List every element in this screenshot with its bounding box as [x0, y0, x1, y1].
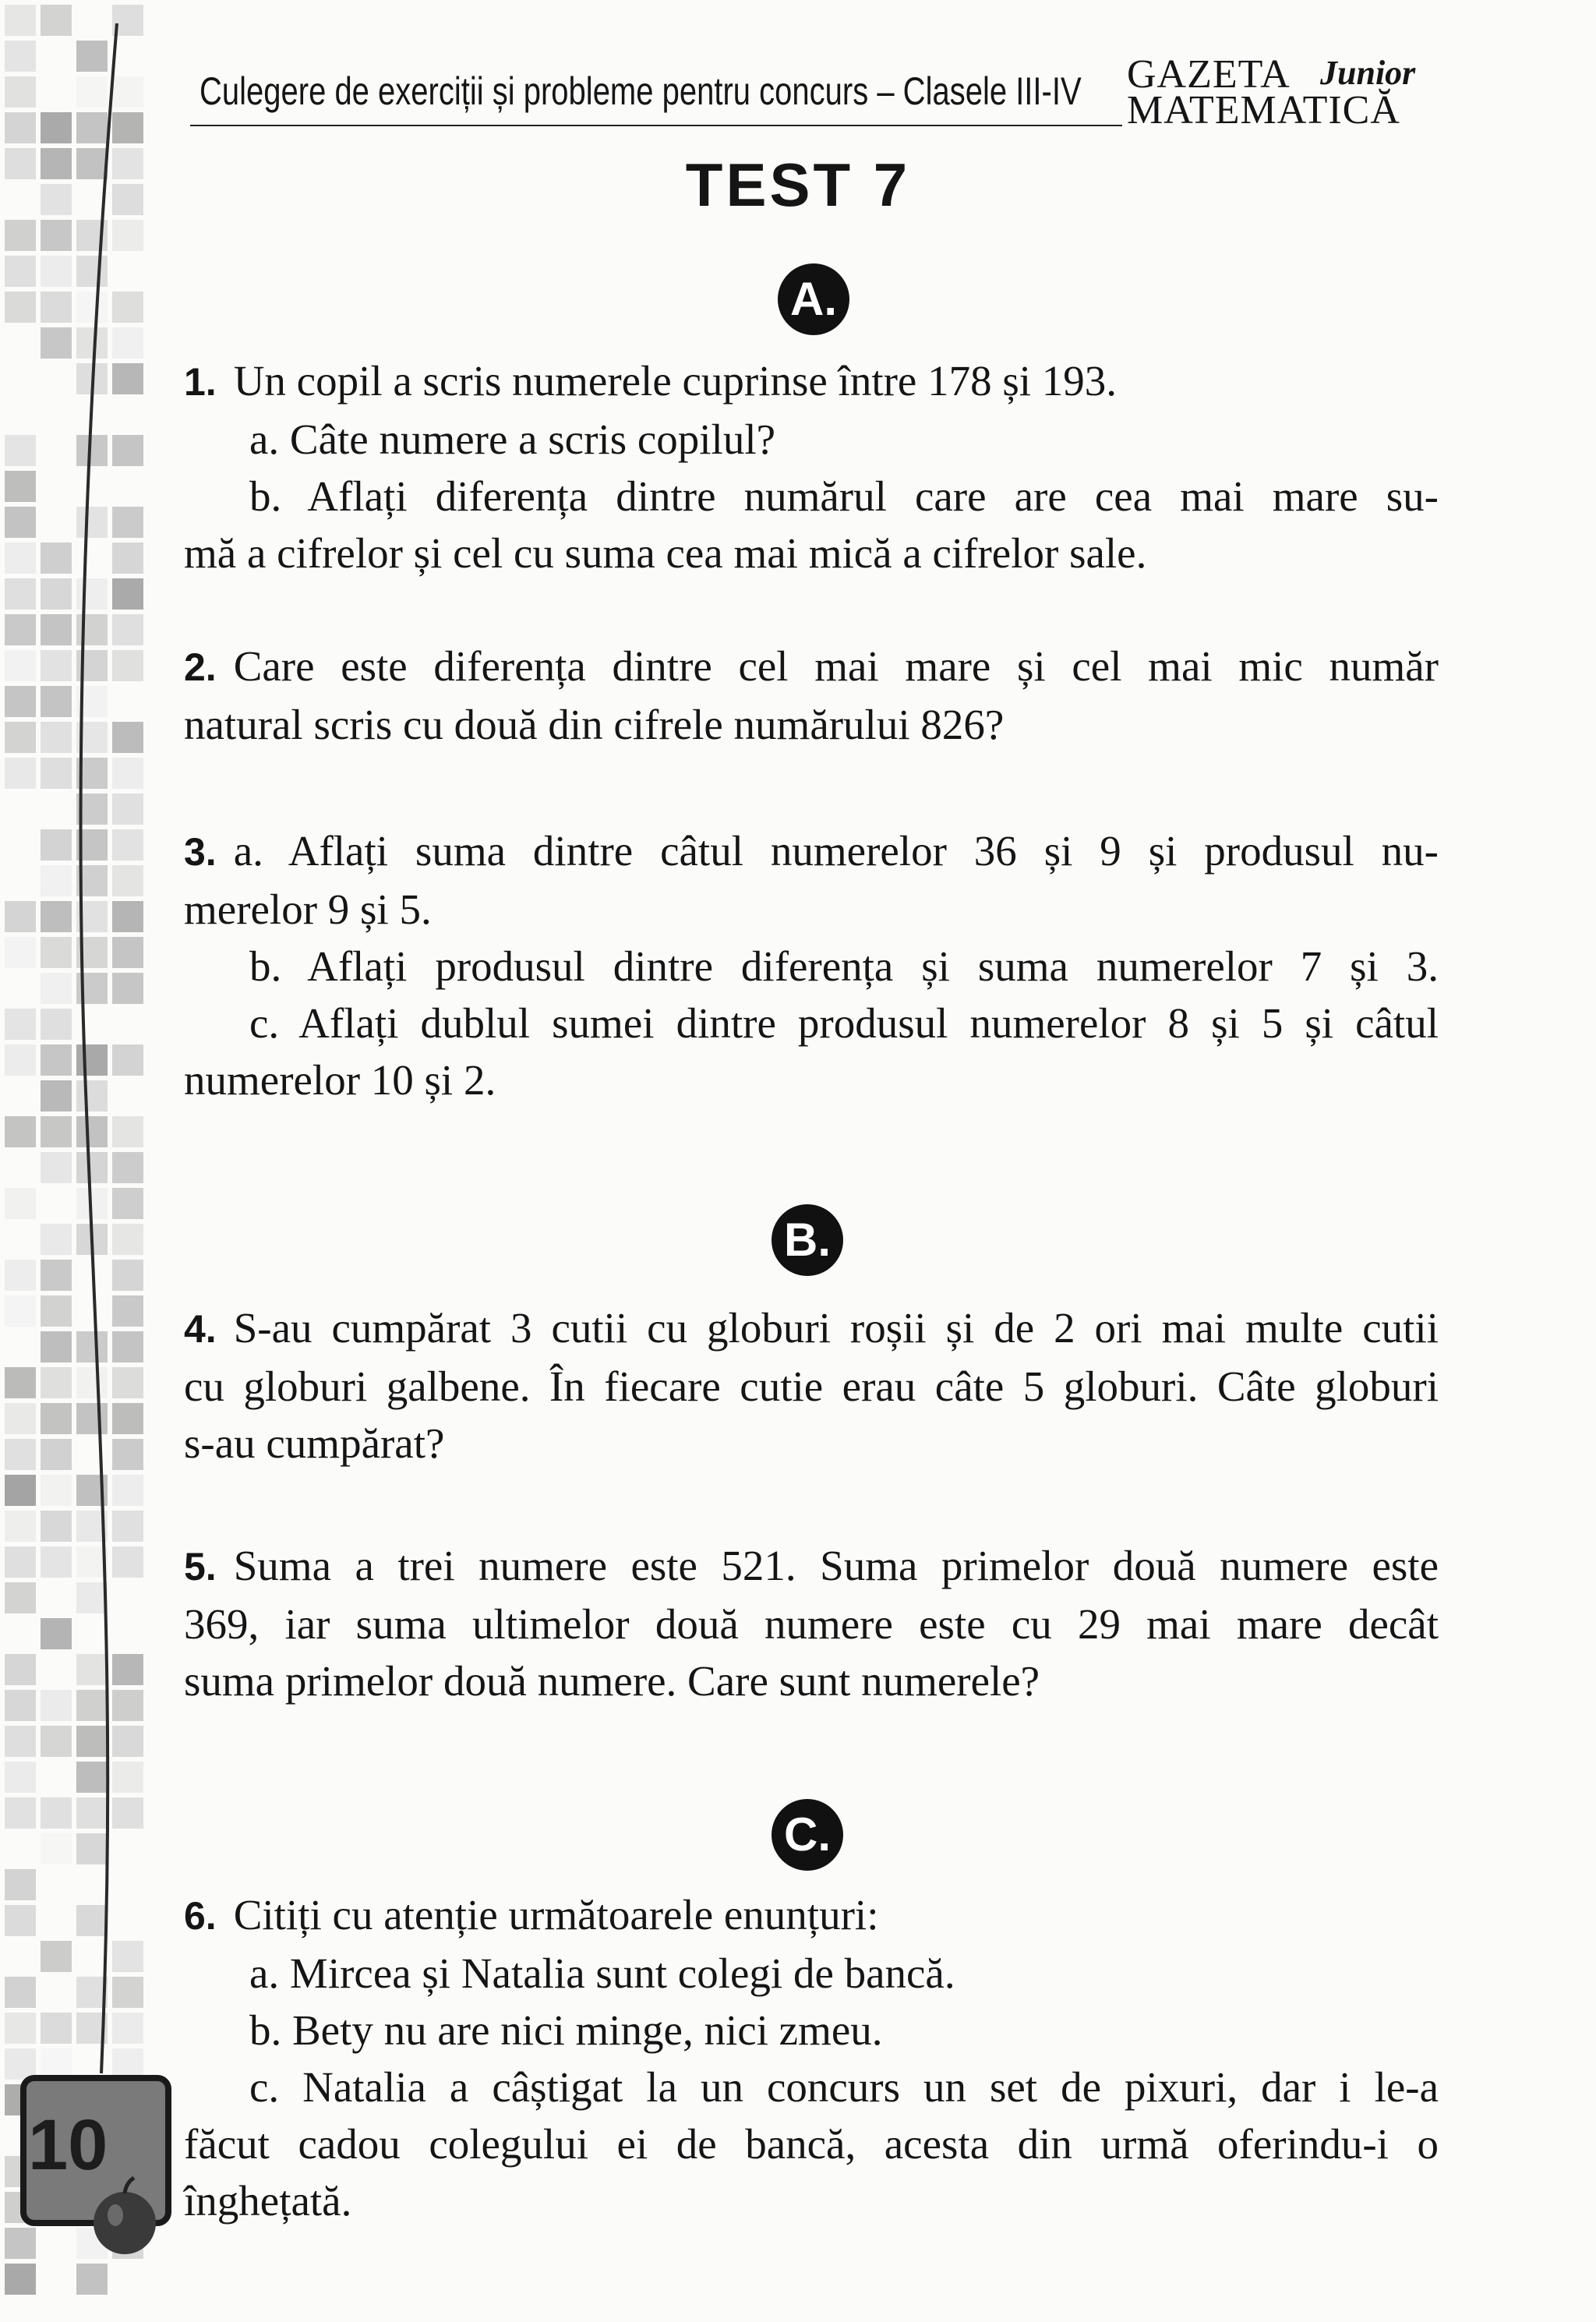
section-b-badge: B. — [772, 1204, 843, 1276]
problem-text: suma primelor două numere. Care sunt numerele? — [184, 1657, 1040, 1705]
problem-2 — [184, 638, 1439, 753]
test-title: TEST 7 — [685, 150, 911, 219]
problem-number: 2. — [184, 645, 217, 689]
problem-6 — [184, 1886, 1439, 2229]
problem-text: Care este diferența dintre cel mai mare și cel mai mic număr — [233, 642, 1439, 690]
problem-text: S-au cumpărat 3 cutii cu globuri roșii și de 2 ori mai multe cutii — [233, 1304, 1439, 1352]
problem-text: a. Aflați suma dintre câtul numerelor 36 și 9 și produsul nu- — [233, 827, 1439, 875]
problem-text: Suma a trei numere este 521. Suma primelor două numere este — [233, 1542, 1439, 1589]
problem-text: b. Aflați produsul dintre diferența și suma numerelor 7 și 3. — [249, 942, 1439, 990]
problem-text: făcut cadou colegului ei de bancă, acesta din urmă oferindu-i o — [184, 2120, 1439, 2168]
problem-text: b. Aflați diferența dintre numărul care are cea mai mare su- — [249, 472, 1439, 520]
page-number: 10 — [28, 2105, 108, 2185]
problem-number: 1. — [184, 360, 217, 404]
problem-text: înghețată. — [184, 2177, 352, 2225]
problem-3 — [184, 822, 1439, 1108]
problem-text: merelor 9 și 5. — [184, 885, 432, 933]
problem-text: s-au cumpărat? — [184, 1419, 445, 1467]
problem-text: Citiți cu atenție următoarele enunțuri: — [233, 1891, 879, 1939]
problem-text: 369, iar suma ultimelor două numere este cu 29 mai mare decât — [184, 1600, 1439, 1648]
section-a-badge: A. — [778, 263, 849, 335]
header-divider — [190, 125, 1122, 126]
problem-text: numerelor 10 și 2. — [184, 1056, 496, 1104]
problem-number: 5. — [184, 1545, 217, 1589]
problem-text: a. Câte numere a scris copilul? — [249, 415, 776, 463]
problem-text: cu globuri galbene. În fiecare cutie erau câte 5 globuri. Câte globuri — [184, 1362, 1439, 1410]
problem-text: Un copil a scris numerele cuprinse între 178 și 193. — [233, 357, 1118, 405]
problem-text: c. Aflați dublul sumei dintre produsul numerelor 8 și 5 și câtul — [249, 999, 1439, 1047]
problem-text: natural scris cu două din cifrele numărului 826? — [184, 701, 1005, 748]
problem-number: 4. — [184, 1307, 217, 1351]
section-c-badge: C. — [772, 1799, 843, 1871]
logo-junior: Junior — [1320, 54, 1416, 92]
gazeta-matematica-logo — [1127, 51, 1439, 145]
problem-5 — [184, 1537, 1439, 1709]
logo-matematica: MATEMATICĂ — [1127, 88, 1400, 133]
problem-text: mă a cifrelor și cel cu suma cea mai mică a cifrelor sale. — [184, 529, 1147, 577]
problem-text: a. Mircea și Natalia sunt colegi de bancă. — [249, 1949, 955, 1997]
problem-1 — [184, 352, 1439, 581]
problem-text: b. Bety nu are nici minge, nici zmeu. — [249, 2006, 883, 2054]
problem-4 — [184, 1299, 1439, 1472]
problem-text: c. Natalia a câștigat la un concurs un set de pixuri, dar i le-a — [249, 2063, 1439, 2111]
apple-icon — [86, 2175, 164, 2260]
book-header-title: Culegere de exerciții și probleme pentru concurs – Clasele III-IV — [200, 69, 1082, 113]
problem-number: 6. — [184, 1894, 217, 1938]
binding-line — [0, 0, 203, 2322]
logo-gazeta: GAZETA — [1127, 52, 1291, 97]
problem-number: 3. — [184, 830, 217, 874]
